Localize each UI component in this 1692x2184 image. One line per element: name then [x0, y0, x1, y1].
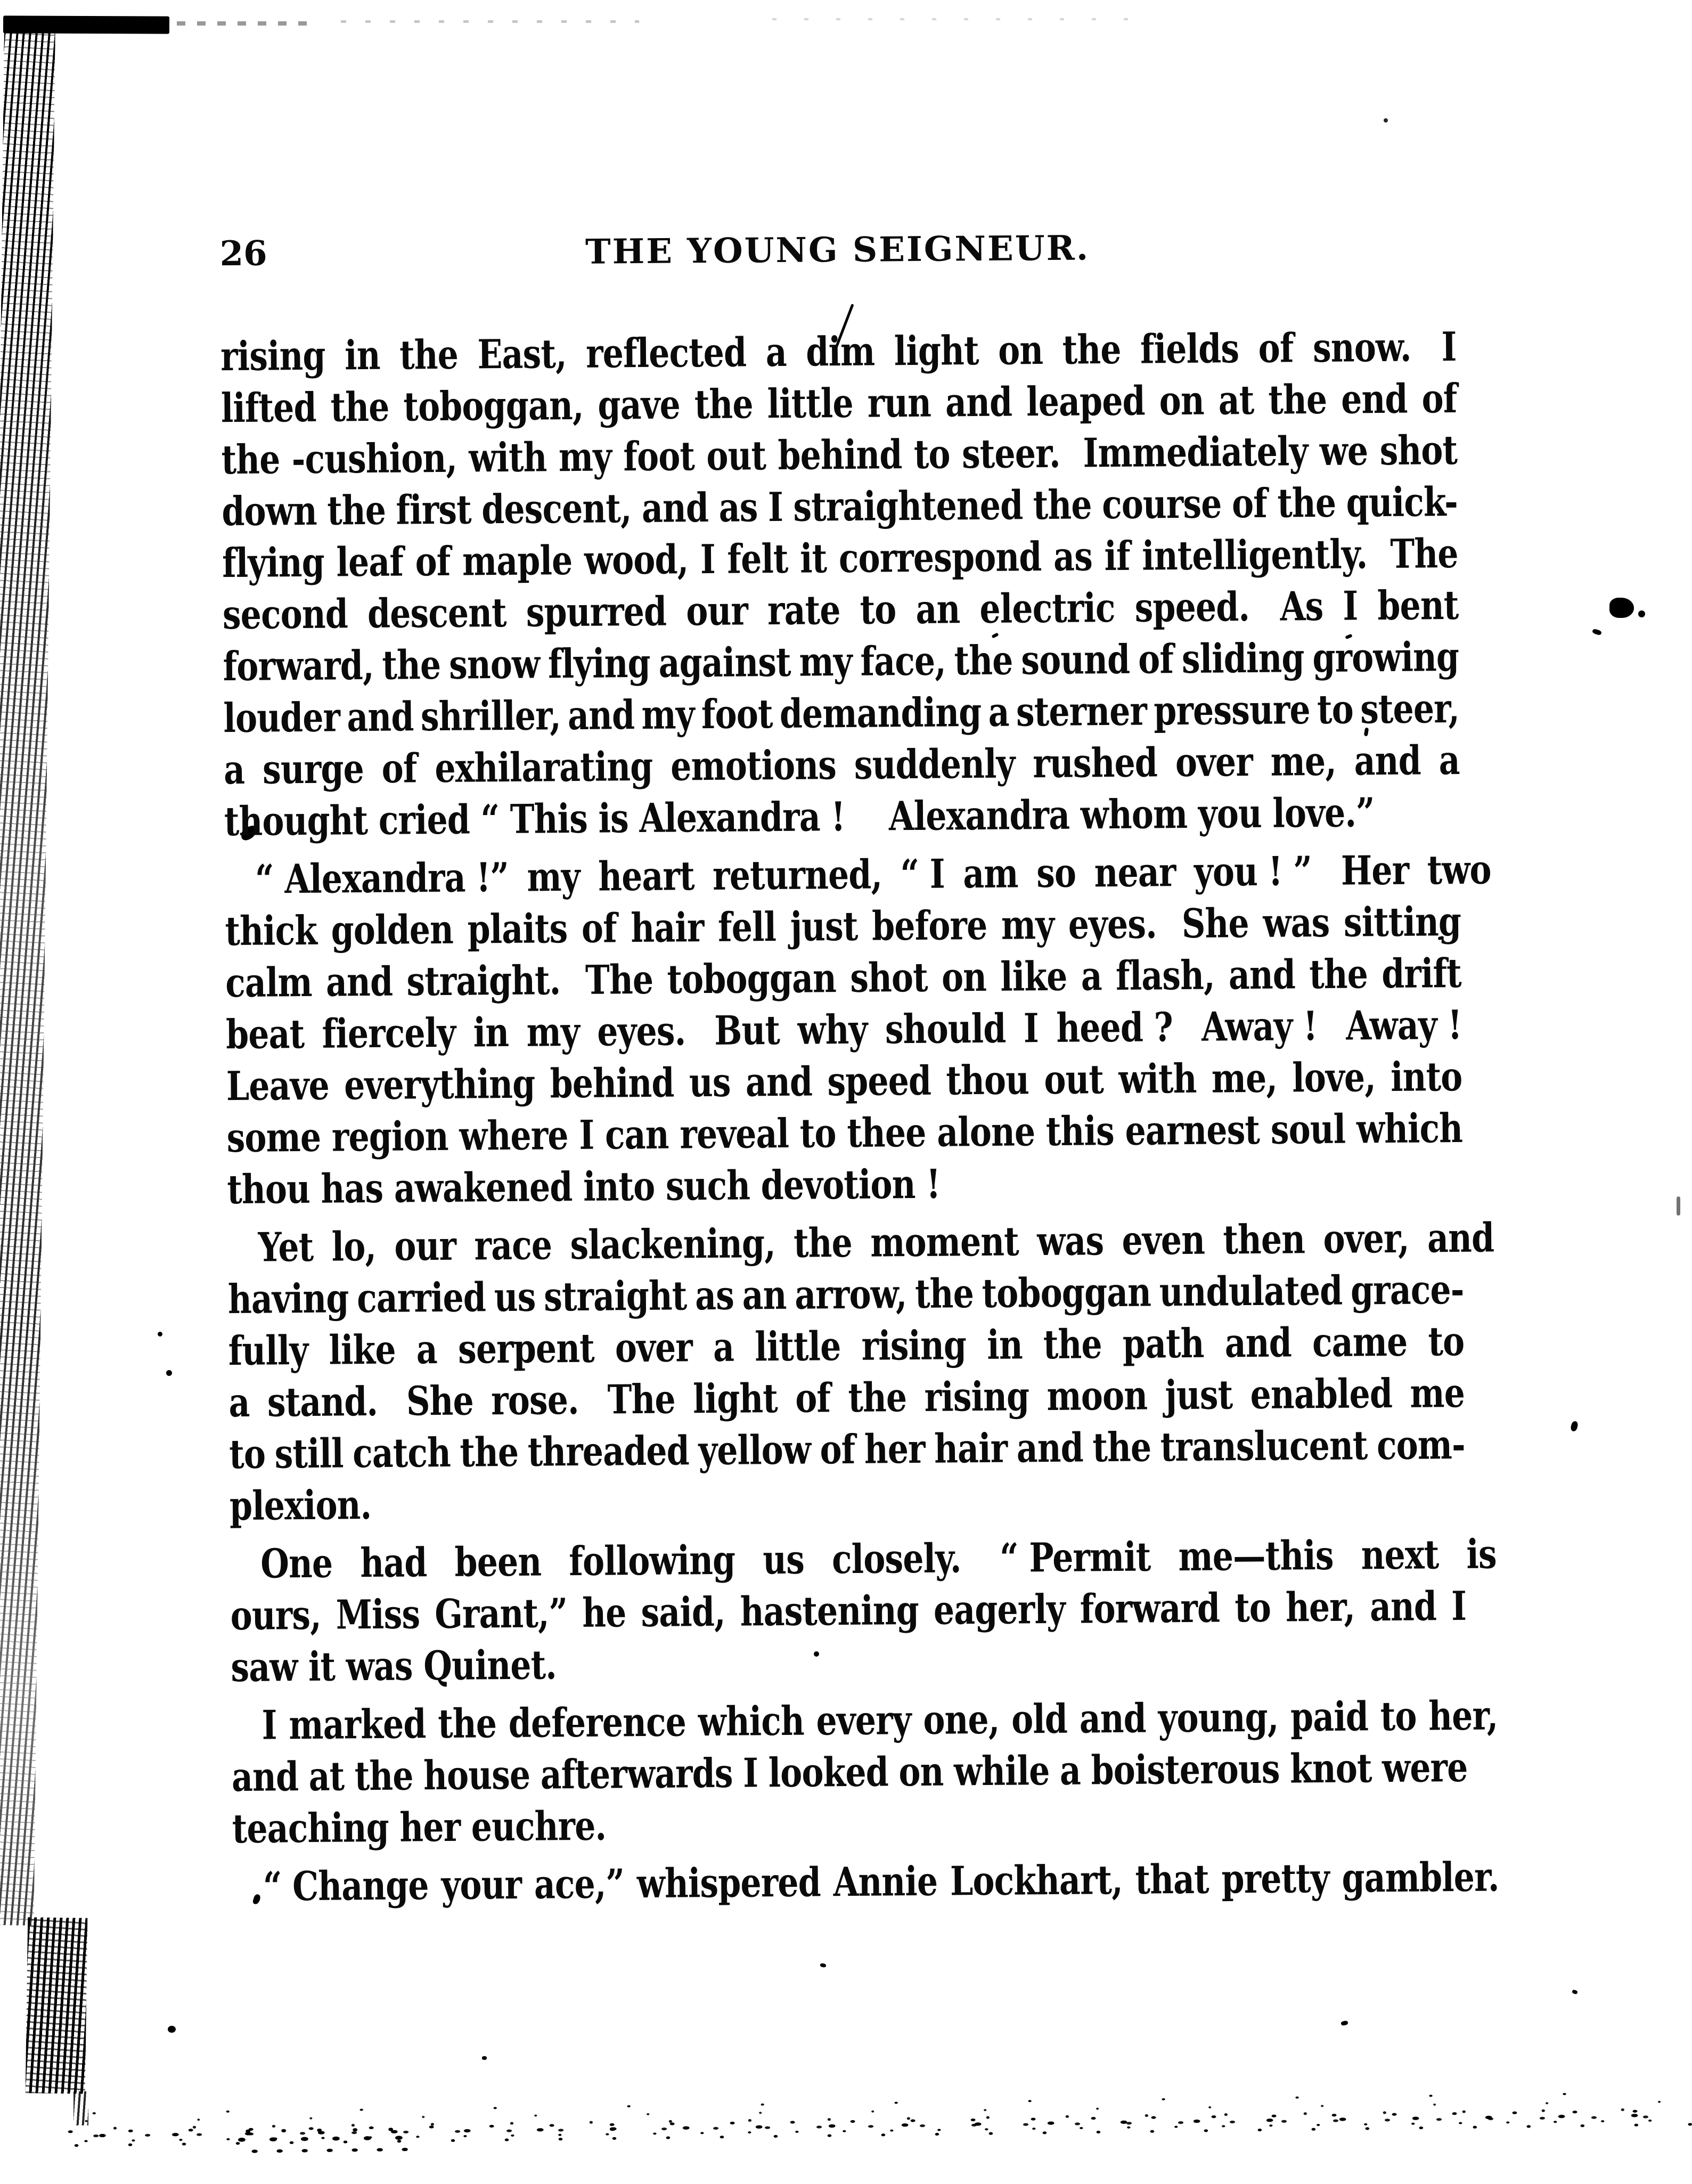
paragraph	[220, 321, 1460, 847]
paragraph	[230, 1529, 1497, 1693]
text-line: calm and straight. The toboggan shot on like a flash, and the drift	[225, 949, 1462, 1007]
text-line: beat fiercely in my eyes. But why should I heed ? Away ! Away !	[225, 1001, 1462, 1058]
text-line: the -cushion, with my foot out behind to steer. Immediately we shot	[221, 426, 1458, 484]
paragraph	[232, 1852, 1499, 1913]
text-line: fully like a serpent over a little rising in the path and came to	[228, 1317, 1465, 1375]
running-title: THE YOUNG SEIGNEUR.	[585, 228, 1090, 272]
text-line: saw it was Quinet.	[231, 1641, 557, 1691]
text-line: forward, the snow flying against my face, the sound of sliding growing	[223, 633, 1459, 690]
text-line: some region where I can reveal to thee alone this earnest soul which	[226, 1104, 1463, 1162]
text-line: and at the house afterwards I looked on while a boisterous knot were	[231, 1743, 1468, 1801]
text-line: a stand. She rose. The light of the rising moon just enabled me	[228, 1369, 1465, 1427]
text-line: lifted the toboggan, gave the little run and leaped on at the end of	[220, 374, 1457, 432]
text-line: thou has awakened into such devotion !	[227, 1160, 941, 1213]
paragraph	[231, 1690, 1498, 1855]
text-line: thick golden plaits of hair fell just before my eyes. She was sitting	[225, 898, 1461, 955]
body-text	[220, 321, 1499, 1913]
text-line: louder and shriller, and my foot demanding a sterner pressure to steer,	[223, 684, 1460, 742]
text-line: having carried us straight as an arrow, the toboggan undulated grace-	[227, 1266, 1464, 1323]
text-line: Leave everything behind us and speed thou out with me, love, into	[226, 1053, 1462, 1110]
text-line: teaching her euchre.	[232, 1802, 607, 1853]
text-line: “ Change your ace,” whispered Annie Lockhart, that pretty gambler.	[263, 1853, 1499, 1910]
text-line: rising in the East, reflected a dim light on the fields of snow. I	[220, 323, 1457, 380]
paragraph	[227, 1212, 1494, 1532]
text-line: Yet lo, our race slackening, the moment was even then over, and	[258, 1214, 1494, 1271]
text-line: One had been following us closely. “ Permit me—this next is	[260, 1530, 1497, 1587]
text-line: “ Alexandra !” my heart returned, “ I am so near you ! ” Her two	[255, 846, 1492, 903]
text-line: plexion.	[229, 1481, 372, 1530]
paragraph	[224, 844, 1492, 1216]
page-number: 26	[219, 233, 267, 274]
text-line: down the first descent, and as I straightened the course of the quick-	[222, 478, 1458, 535]
text-line: a surge of exhilarating emotions suddenly rushed over me, and a	[223, 736, 1460, 794]
text-line: ours, Miss Grant,” he said, hastening eagerly forward to her, and I	[230, 1582, 1467, 1640]
text-line: second descent spurred our rate to an electric speed. As I bent	[222, 581, 1459, 639]
text-line: flying leaf of maple wood, I felt it correspond as if intelligently. The	[222, 529, 1458, 587]
text-line: I marked the deference which every one, old and young, paid to her,	[261, 1692, 1498, 1749]
text-line: to still catch the threaded yellow of her hair and the translucent com-	[228, 1421, 1466, 1478]
text-line: thought cried “ This is Alexandra ! Alexandra whom you love.”	[224, 789, 1375, 845]
